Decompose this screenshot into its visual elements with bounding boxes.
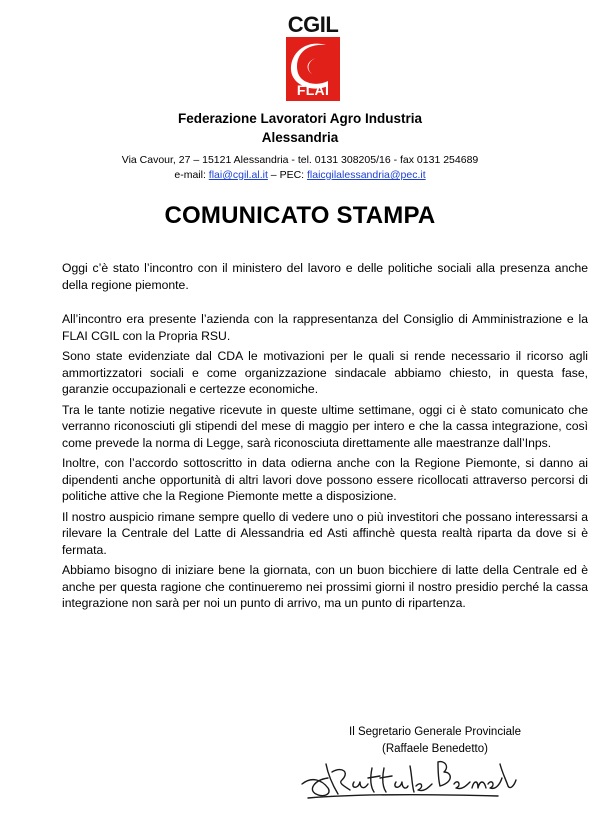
page-title: COMUNICATO STAMPA — [164, 202, 436, 229]
org-city: Alessandria — [261, 130, 339, 145]
signer-role: Il Segretario Generale Provinciale — [349, 726, 521, 738]
paragraph: Sono state evidenziate dal CDA le motivazioni per le quali si rende necessario il ricorso agli ammortizzatori sociali e come organizzazione sindacale abbiamo chiesto, in questa fase, garanzie occupazionali e certezze economiche. — [62, 349, 588, 396]
cgil-flai-logo — [282, 14, 344, 102]
org-name: Federazione Lavoratori Agro Industria — [177, 111, 423, 126]
contact-line — [0, 168, 600, 183]
pec-link[interactable]: flaicgilalessandria@pec.it — [307, 169, 426, 181]
paragraph: Il nostro auspicio rimane sempre quello di vedere uno o più investitori che possano interessarsi a rilevare la Centrale del Latte di Alessandria ed Asti affinchè questa realtà riparta da dove si è fermata. — [62, 509, 588, 557]
press-release-body — [62, 260, 588, 616]
logo-cgil-text: CGIL — [287, 12, 339, 37]
paragraph: Abbiamo bisogno di iniziare bene la giornata, con un buon bicchiere di latte della Centrale ed è anche per questa ragione che continueremo nei prossimi giorni il nostro presidio perché la cassa integrazione non sarà per noi un punto di arrivo, ma un punto di ripartenza. — [62, 563, 588, 610]
paragraph: Inoltre, con l’accordo sottoscritto in data odierna anche con la Regione Piemonte, si danno ai dipendenti anche opportunità di altri lavori dove possono essere ricollocati attraverso percorsi di politiche attive che la Regione Piemonte mette a disposizione. — [62, 456, 588, 503]
signer-name: (Raffaele Benedetto) — [382, 743, 488, 755]
email-label: e-mail: — [174, 169, 209, 181]
paragraph: Oggi c’è stato l’incontro con il ministero del lavoro e delle politiche sociali alla presenza anche della regione piemonte. — [62, 261, 588, 292]
handwritten-signature-icon — [298, 750, 520, 806]
logo-flai-text: FLAI — [296, 82, 330, 98]
paragraph: All’incontro era presente l’azienda con la rappresentanza del Consiglio di Amministrazione e la FLAI CGIL con la Propria RSU. — [62, 312, 588, 343]
paragraph: Tra le tante notizie negative ricevute in queste ultime settimane, oggi ci è stato comunicato che verranno riconosciuti gli stipendi del mese di maggio per intero e che la cassa integrazione, così come prevede la norma di Legge, sarà riconosciuta direttamente alle maestranze dall’Inps. — [62, 402, 588, 450]
pec-label: – PEC: — [267, 169, 307, 181]
address-line: Via Cavour, 27 – 15121 Alessandria - tel. 0131 308205/16 - fax 0131 254689 — [121, 154, 479, 166]
email-link[interactable]: flai@cgil.al.it — [208, 169, 268, 181]
logo-red-box — [286, 37, 340, 101]
